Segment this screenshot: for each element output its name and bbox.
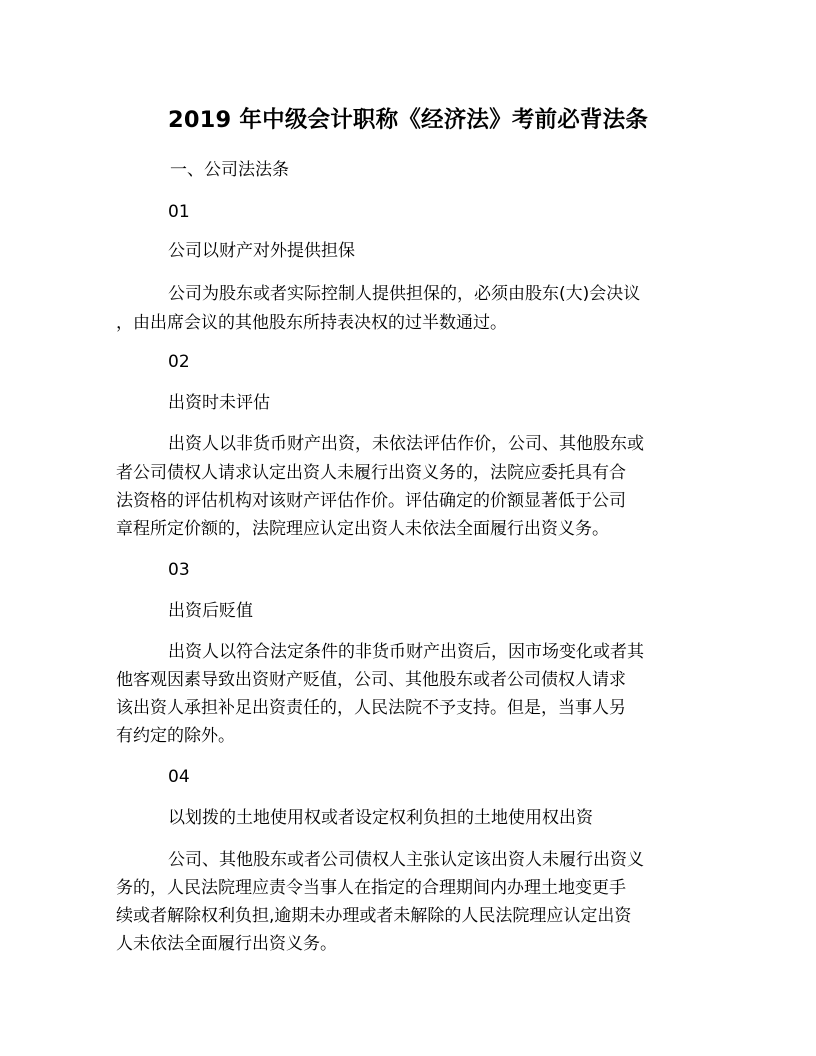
paragraph-line: 续或者解除权利负担,逾期未办理或者未解除的人民法院理应认定出资	[116, 906, 632, 926]
paragraph-line: 法资格的评估机构对该财产评估作价。评估确定的价额显著低于公司	[116, 491, 626, 511]
paragraph-line: ，由出席会议的其他股东所持表决权的过半数通过。	[116, 313, 507, 333]
item-heading: 公司以财产对外提供担保	[168, 241, 355, 261]
paragraph-line: 他客观因素导致出资财产贬值，公司、其他股东或者公司债权人请求	[116, 670, 626, 690]
paragraph-line: 务的，人民法院理应责令当事人在指定的合理期间内办理土地变更手	[116, 878, 626, 898]
paragraph-line: 者公司债权人请求认定出资人未履行出资义务的，法院应委托具有合	[116, 463, 626, 483]
document-title: 2019 年中级会计职称《经济法》考前必背法条	[167, 107, 649, 133]
item-heading: 出资后贬值	[168, 601, 253, 621]
paragraph-line: 出资人以符合法定条件的非货币财产出资后，因市场变化或者其	[168, 642, 644, 662]
item-number: 03	[168, 560, 190, 580]
paragraph-line: 有约定的除外。	[116, 726, 235, 746]
item-number: 02	[168, 352, 190, 372]
item-heading: 以划拨的土地使用权或者设定权利负担的土地使用权出资	[168, 808, 593, 828]
paragraph-line: 人未依法全面履行出资义务。	[116, 934, 337, 954]
paragraph-line: 公司为股东或者实际控制人提供担保的，必须由股东(大)会决议	[168, 284, 641, 304]
paragraph-line: 章程所定价额的，法院理应认定出资人未依法全面履行出资义务。	[116, 519, 609, 539]
item-number: 01	[168, 202, 190, 222]
item-heading: 出资时未评估	[168, 393, 270, 413]
item-number: 04	[168, 767, 190, 787]
paragraph-line: 出资人以非货币财产出资，未依法评估作价，公司、其他股东或	[168, 434, 644, 454]
section-heading: 一、公司法法条	[170, 160, 289, 180]
paragraph-line: 该出资人承担补足出资责任的，人民法院不予支持。但是，当事人另	[116, 698, 626, 718]
paragraph-line: 公司、其他股东或者公司债权人主张认定该出资人未履行出资义	[168, 850, 644, 870]
